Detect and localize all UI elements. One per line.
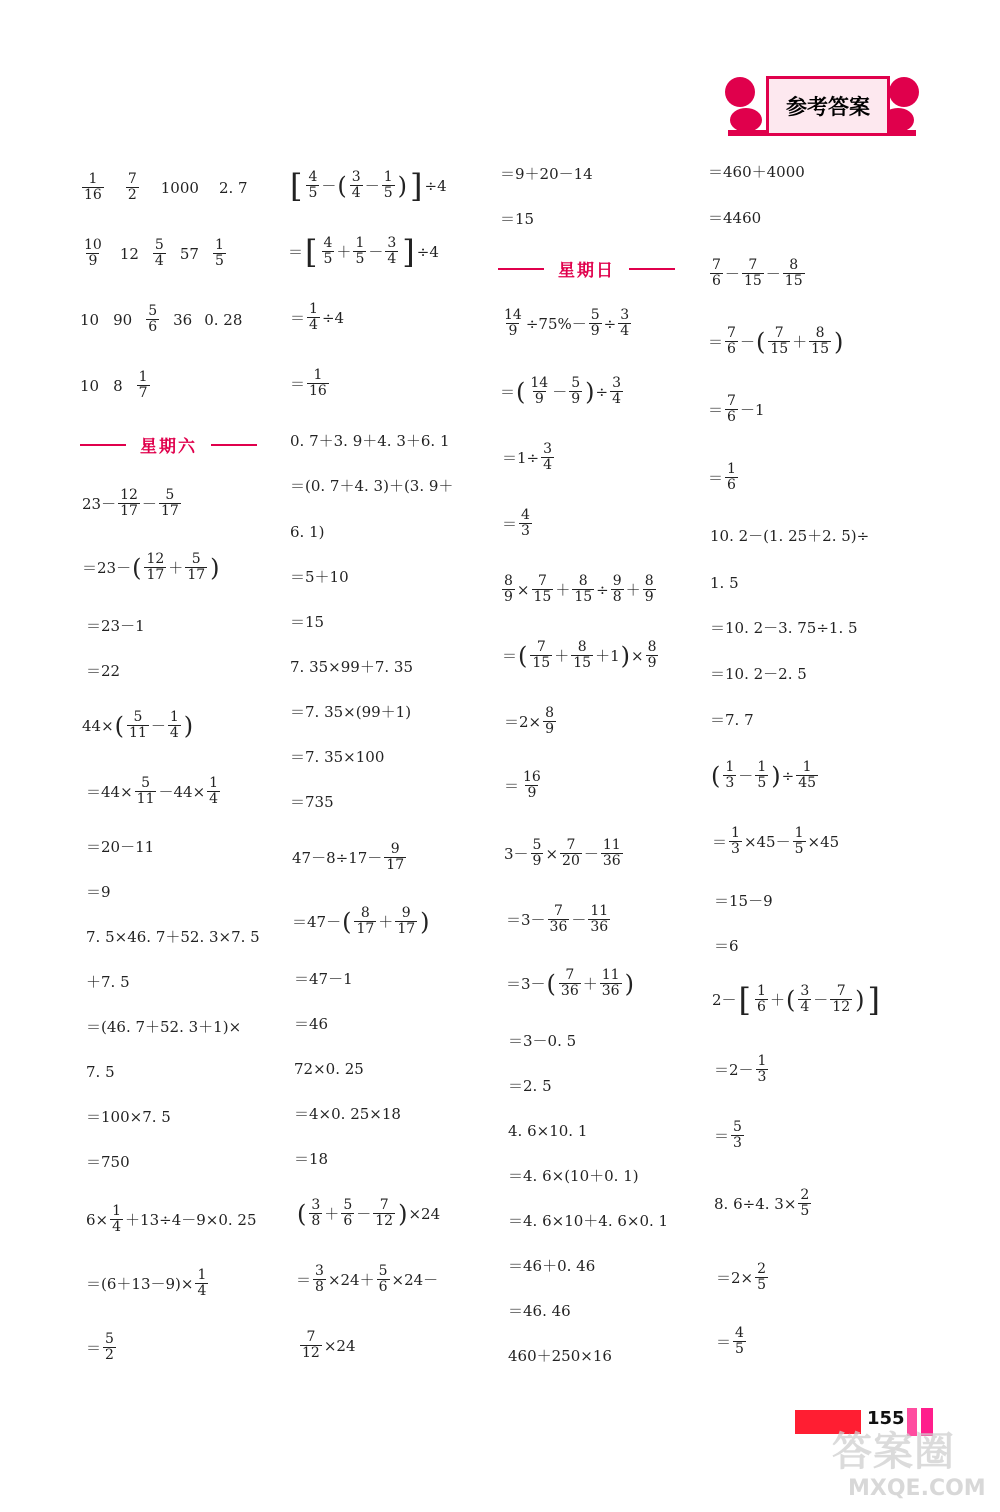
equation-line: ＝15 (290, 613, 325, 631)
equation-line: ＝18 (294, 1150, 329, 1168)
equation-line: ＝460＋4000 (708, 163, 805, 181)
equation-line: ＝ 7 6 － ( 7 15 ＋ 8 15 ) (708, 325, 844, 357)
equation-line: ＝15－9 (714, 892, 773, 910)
equation-line: 7. 35×99＋7. 35 (290, 658, 413, 676)
equation-line: 8. 6÷4. 3× $\frac{2}{5}$ (714, 1187, 810, 1219)
equation-line: ＝ $\frac{3}{8}$ ×24＋ $\frac{5}{6}$ ×24－ (296, 1263, 439, 1295)
equation-line: ＝4. 6×(10＋0. 1) (508, 1167, 639, 1185)
equation-line: 4. 6×10. 1 (508, 1122, 588, 1140)
equation-line: ＝7. 35×(99＋1) (290, 703, 412, 721)
equation-line: 2－ [ 1 6 ＋ ( 3 4 － 7 12 ) ] (712, 980, 880, 1019)
equation-line: ＝47－1 (294, 970, 353, 988)
equation-line: ＝44× $\frac{5}{11}$ －44× $\frac{1}{4}$ (86, 775, 219, 807)
equation-line: ＝7. 7 (710, 711, 754, 729)
equation-line: ( 1 3 － 1 5 ) ÷ $\frac{1}{45}$ (711, 759, 817, 791)
equation-line: ＝9＋20－14 (500, 165, 593, 183)
equation-line: ＝ 1 6 (708, 461, 736, 493)
watermark-logo: 答案圈 (832, 1429, 955, 1475)
equation-line: ＋7. 5 (86, 973, 130, 991)
equation-line: ＝46 (294, 1015, 329, 1033)
equation-line: ＝4×0. 25×18 (294, 1105, 401, 1123)
section-header-saturday: 星期六 (80, 432, 257, 457)
equation-line: ＝ 5 2 (86, 1331, 114, 1363)
equation-line: 10. 2－(1. 25＋2. 5)÷ (710, 527, 870, 545)
answer-banner (718, 72, 926, 142)
equation-line: ＝23－ ( 12 17 ＋ 5 17 ) (82, 551, 220, 583)
equation-line: ( 3 8 ＋ 5 6 － 7 12 ) ×24 (297, 1197, 441, 1229)
equation-line: 47－8÷17－ 9 17 (292, 841, 405, 873)
equation-line: 44× ( 5 11 － 1 4 ) (82, 709, 194, 741)
equation-line: ＝750 (86, 1153, 130, 1171)
equation-line: ＝20－11 (86, 838, 155, 856)
answer-row: 10 8 1 7 (80, 369, 148, 401)
equation-line: ＝15 (500, 210, 535, 228)
equation-line: ＝47－ ( 8 17 ＋ 9 17 ) (292, 905, 430, 937)
equation-line: 3－ $\frac{5}{9}$ × $\frac{7}{20}$ － 11 36 (504, 837, 621, 869)
equation-line: ＝ ( 7 15 ＋ 8 15 ＋1 ) × $\frac{8}{9}$ (502, 639, 657, 671)
equation-line: ＝735 (290, 793, 334, 811)
equation-line: 0. 7＋3. 9＋4. 3＋6. 1 (290, 432, 450, 450)
equation-line: ＝ $\frac{1}{3}$ ×45－ $\frac{1}{5}$ ×45 (712, 825, 840, 857)
banner-title: 参考答案 (766, 76, 890, 136)
answer-row: 10 9 12 5 4 57 1 5 (84, 237, 224, 269)
equation-line: 7. 5×46. 7＋52. 3×7. 5 (86, 928, 260, 946)
equation-line: ＝10. 2－2. 5 (710, 665, 807, 683)
equation-line: 460＋250×16 (508, 1347, 612, 1365)
equation-line: 7 6 － 7 15 － 8 15 (712, 257, 803, 289)
equation-line: ＝9 (86, 883, 111, 901)
equation-line: ＝22 (86, 662, 121, 680)
equation-line: ＝4. 6×10＋4. 6×0. 1 (508, 1212, 669, 1230)
equation-line: ＝3－0. 5 (508, 1032, 577, 1050)
equation-line: $\frac{7}{12}$ ×24 (302, 1329, 356, 1361)
section-header-sunday: 星期日 (498, 256, 675, 281)
equation-line: ＝2× $\frac{2}{5}$ (716, 1261, 767, 1293)
equation-line: ＝4460 (708, 209, 762, 227)
equation-line: ＝1÷ $\frac{3}{4}$ (502, 441, 553, 473)
equation-line: ＝10. 2－3. 75÷1. 5 (710, 619, 858, 637)
equation-line: ＝ ( 14 9 － 5 9 ) ÷ $\frac{3}{4}$ (500, 375, 622, 407)
equation-line: ＝2－ 1 3 (714, 1053, 767, 1085)
equation-line: ＝46＋0. 46 (508, 1257, 596, 1275)
equation-line: [ 4 5 － ( 3 4 － 1 5 ) ] ÷4 (290, 166, 447, 205)
equation-line: ＝ [ 4 5 ＋ 1 5 － 3 4 ] ÷4 (288, 232, 439, 271)
equation-line: 6× $\frac{1}{4}$ ＋13÷4－9×0. 25 (86, 1203, 257, 1235)
equation-line: ＝ $\frac{1}{4}$ ÷4 (290, 301, 345, 333)
equation-line: ＝100×7. 5 (86, 1108, 171, 1126)
equation-line: ＝3－ ( 7 36 ＋ 11 36 ) (506, 967, 634, 999)
equation-line: ＝3－ 7 36 － 11 36 (506, 903, 609, 935)
equation-line: ＝6 (714, 937, 739, 955)
equation-line: ＝ 4 3 (502, 507, 530, 539)
equation-line: ＝ 1 16 (290, 367, 327, 399)
page-number: 155 (867, 1408, 905, 1429)
equation-line: $\frac{8}{9}$ × $\frac{7}{15}$ ＋ $\frac{8}{15}$ ÷ $\frac{9}{8}$ ＋ 8 9 (504, 573, 654, 605)
equation-line: 23－ 12 17 － 5 17 (82, 487, 179, 519)
equation-line: ＝23－1 (86, 617, 145, 635)
equation-line: ＝ 16 9 (504, 769, 541, 801)
watermark-url: MXQE.COM (848, 1476, 986, 1501)
equation-line: $\frac{14}{9}$ ÷75%－ $\frac{5}{9}$ ÷ $\frac{3}{4}$ (504, 307, 630, 339)
equation-line: ＝(46. 7＋52. 3＋1)× (86, 1018, 242, 1036)
equation-line: ＝ 5 3 (714, 1119, 742, 1151)
answer-row: 10 90 5 6 36 0. 28 (80, 303, 243, 335)
equation-line: ＝46. 46 (508, 1302, 571, 1320)
equation-line: ＝7. 35×100 (290, 748, 385, 766)
equation-line: ＝2. 5 (508, 1077, 552, 1095)
answer-row: 1 16 7 2 1000 2. 7 (84, 171, 248, 203)
equation-line: ＝ 7 6 －1 (708, 393, 765, 425)
equation-line: ＝5＋10 (290, 568, 349, 586)
equation-line: 6. 1) (290, 523, 325, 541)
equation-line: 7. 5 (86, 1063, 115, 1081)
equation-line: ＝(0. 7＋4. 3)＋(3. 9＋ (290, 477, 454, 495)
equation-line: 1. 5 (710, 574, 739, 592)
equation-line: ＝ 4 5 (716, 1325, 744, 1357)
equation-line: ＝(6＋13－9)× $\frac{1}{4}$ (86, 1267, 207, 1299)
equation-line: ＝2× $\frac{8}{9}$ (504, 705, 555, 737)
equation-line: 72×0. 25 (294, 1060, 364, 1078)
